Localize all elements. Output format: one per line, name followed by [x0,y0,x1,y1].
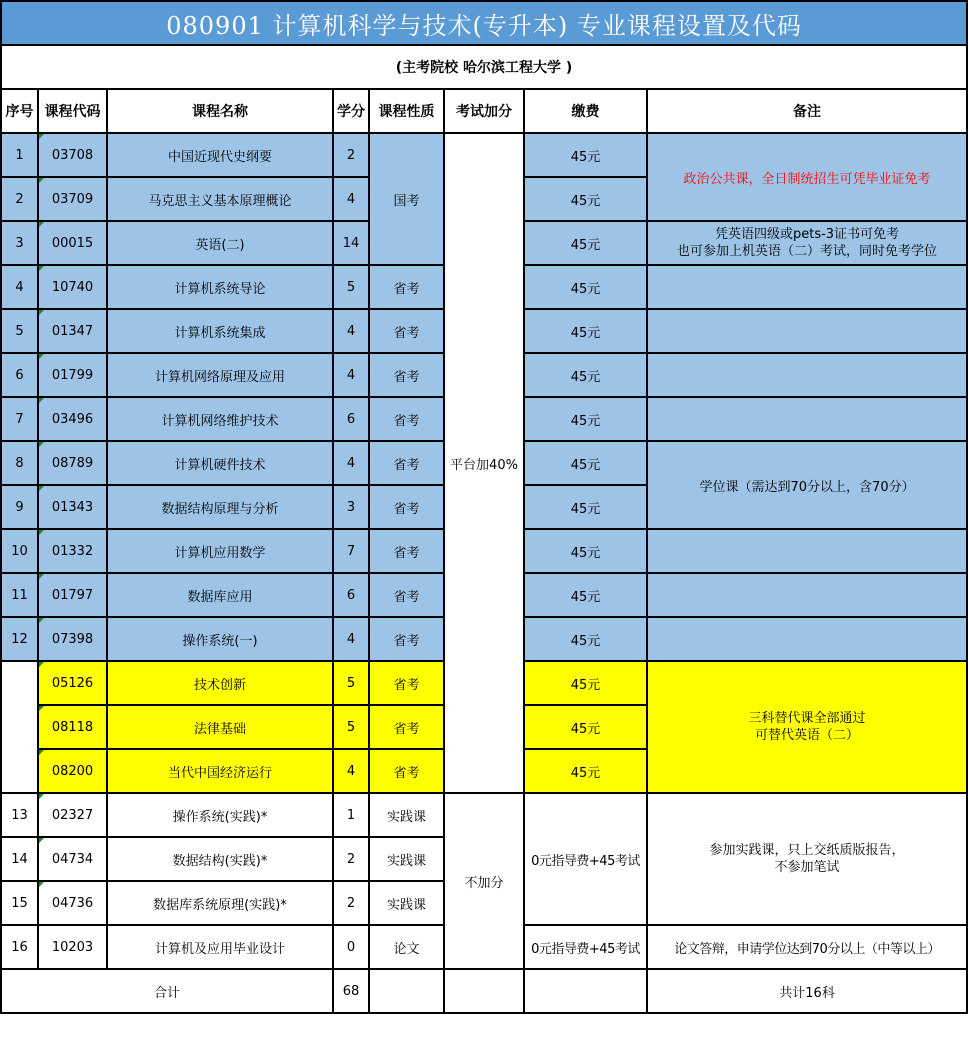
row-type: 省考 [369,353,444,397]
total-label: 合计 [1,969,333,1013]
row-code: 08200 [38,749,107,793]
table-row [1,133,967,177]
row-code: 04734 [38,837,107,881]
row-name: 数据结构(实践)* [107,837,333,881]
note-substitute-line1: 三科替代课全部通过 [748,711,866,726]
row-credits: 5 [333,705,369,749]
row-fee: 45元 [524,353,647,397]
row-name: 计算机硬件技术 [107,441,333,485]
row-credits: 6 [333,397,369,441]
row-fee: 45元 [524,309,647,353]
row-code: 01332 [38,529,107,573]
row-index: 9 [1,485,38,529]
row-credits: 3 [333,485,369,529]
row-index: 7 [1,397,38,441]
row-code: 08789 [38,441,107,485]
row-credits: 14 [333,221,369,265]
row-fee: 45元 [524,133,647,177]
row-credits: 4 [333,749,369,793]
fee-practice: 0元指导费+45考试 [524,793,647,925]
row-index: 1 [1,133,38,177]
examining-institution: (主考院校 哈尔滨工程大学 ) [1,45,967,89]
row-code: 01799 [38,353,107,397]
row-name: 当代中国经济运行 [107,749,333,793]
header-fee: 缴费 [524,89,647,133]
row-name: 数据库应用 [107,573,333,617]
row-index: 14 [1,837,38,881]
row-credits: 2 [333,837,369,881]
note-practice-line2: 不参加笔试 [774,860,840,875]
total-credits: 68 [333,969,369,1013]
row-fee: 45元 [524,485,647,529]
row-code: 04736 [38,881,107,925]
row-fee: 45元 [524,265,647,309]
header-type: 课程性质 [369,89,444,133]
row-note-empty [647,573,967,617]
row-index: 16 [1,925,38,969]
row-fee: 45元 [524,573,647,617]
header-code: 课程代码 [38,89,107,133]
note-thesis: 论文答辩，申请学位达到70分以上（中等以上） [647,925,967,969]
row-name: 计算机系统集成 [107,309,333,353]
row-credits: 5 [333,661,369,705]
row-index: 8 [1,441,38,485]
row-note-empty [647,529,967,573]
row-note-empty [647,397,967,441]
row-index: 13 [1,793,38,837]
row-type: 省考 [369,705,444,749]
note-practice [647,793,967,925]
row-fee: 45元 [524,441,647,485]
row-index: 11 [1,573,38,617]
row-code: 03708 [38,133,107,177]
row-code: 07398 [38,617,107,661]
row-code: 10203 [38,925,107,969]
national-exam-type: 国考 [369,133,444,265]
note-english-line1: 凭英语四级或pets-3证书可免考 [715,227,900,242]
row-code: 01343 [38,485,107,529]
row-type: 论文 [369,925,444,969]
row-type: 省考 [369,265,444,309]
row-name: 中国近现代史纲要 [107,133,333,177]
total-bonus-empty [444,969,524,1013]
row-name: 数据库系统原理(实践)* [107,881,333,925]
header-row [1,89,967,133]
row-note-empty [647,353,967,397]
row-type: 省考 [369,661,444,705]
row-code: 10740 [38,265,107,309]
row-credits: 4 [333,177,369,221]
page-title: 080901 计算机科学与技术(专升本) 专业课程设置及代码 [1,1,967,45]
row-type: 省考 [369,573,444,617]
row-fee: 45元 [524,749,647,793]
row-index: 5 [1,309,38,353]
row-code: 03496 [38,397,107,441]
substitute-index-empty [1,661,38,793]
row-code: 01347 [38,309,107,353]
note-politics: 政治公共课，全日制统招生可凭毕业证免考 [647,133,967,221]
total-type-empty [369,969,444,1013]
total-fee-empty [524,969,647,1013]
row-credits: 4 [333,353,369,397]
row-type: 省考 [369,529,444,573]
note-substitute [647,661,967,793]
row-code: 03709 [38,177,107,221]
row-fee: 45元 [524,617,647,661]
row-credits: 0 [333,925,369,969]
row-type: 省考 [369,485,444,529]
row-index: 3 [1,221,38,265]
row-fee: 45元 [524,661,647,705]
row-index: 10 [1,529,38,573]
row-credits: 5 [333,265,369,309]
row-name: 计算机网络维护技术 [107,397,333,441]
header-bonus: 考试加分 [444,89,524,133]
row-name: 计算机网络原理及应用 [107,353,333,397]
bonus-none: 不加分 [444,793,524,969]
row-code: 01797 [38,573,107,617]
row-name: 马克思主义基本原理概论 [107,177,333,221]
row-fee: 45元 [524,705,647,749]
row-index: 12 [1,617,38,661]
row-note-empty [647,309,967,353]
note-practice-line1: 参加实践课，只上交纸质版报告， [709,843,905,858]
row-credits: 2 [333,133,369,177]
row-credits: 2 [333,881,369,925]
row-type: 省考 [369,441,444,485]
row-credits: 4 [333,617,369,661]
row-type: 实践课 [369,837,444,881]
row-code: 02327 [38,793,107,837]
row-fee: 45元 [524,529,647,573]
row-index: 4 [1,265,38,309]
row-code: 08118 [38,705,107,749]
fee-thesis: 0元指导费+45考试 [524,925,647,969]
row-credits: 4 [333,309,369,353]
header-credits: 学分 [333,89,369,133]
row-index: 2 [1,177,38,221]
row-name: 计算机及应用毕业设计 [107,925,333,969]
header-index: 序号 [1,89,38,133]
note-english-line2: 也可参加上机英语（二）考试，同时免考学位 [677,244,938,259]
row-name: 技术创新 [107,661,333,705]
total-summary: 共计16科 [647,969,967,1013]
row-index: 15 [1,881,38,925]
row-credits: 6 [333,573,369,617]
bonus-platform: 平台加40% [444,133,524,793]
note-substitute-line2: 可替代英语（二） [755,728,860,743]
total-row [1,969,967,1013]
row-type: 实践课 [369,793,444,837]
row-note-empty [647,265,967,309]
row-name: 数据结构原理与分析 [107,485,333,529]
header-note: 备注 [647,89,967,133]
note-english [647,221,967,265]
row-type: 省考 [369,617,444,661]
row-fee: 45元 [524,221,647,265]
row-type: 省考 [369,309,444,353]
row-credits: 4 [333,441,369,485]
row-credits: 7 [333,529,369,573]
row-name: 英语(二) [107,221,333,265]
practice-row [1,793,967,837]
row-name: 计算机应用数学 [107,529,333,573]
row-type: 实践课 [369,881,444,925]
row-index: 6 [1,353,38,397]
row-credits: 1 [333,793,369,837]
header-name: 课程名称 [107,89,333,133]
row-type: 省考 [369,749,444,793]
row-name: 操作系统(一) [107,617,333,661]
row-name: 计算机系统导论 [107,265,333,309]
row-code: 05126 [38,661,107,705]
row-note-empty [647,617,967,661]
row-code: 00015 [38,221,107,265]
row-name: 法律基础 [107,705,333,749]
row-fee: 45元 [524,177,647,221]
row-name: 操作系统(实践)* [107,793,333,837]
note-degree-course: 学位课（需达到70分以上，含70分） [647,441,967,529]
row-type: 省考 [369,397,444,441]
row-fee: 45元 [524,397,647,441]
